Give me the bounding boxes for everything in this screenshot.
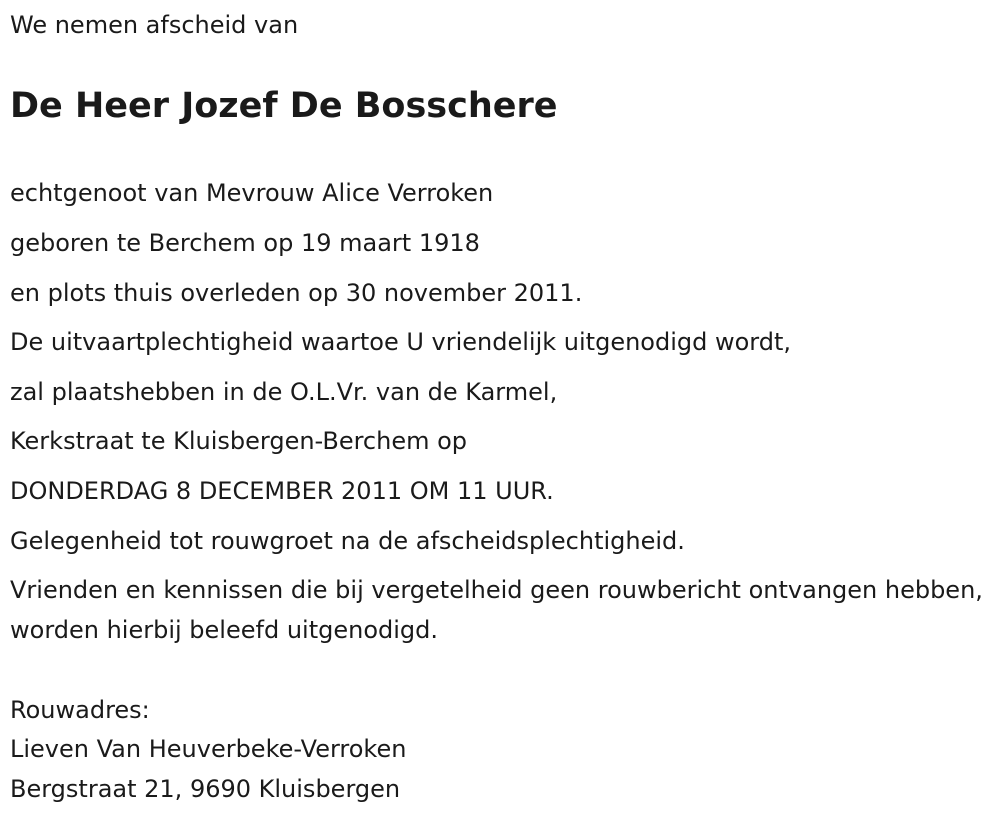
condolence-line: Gelegenheid tot rouwgroet na de afscheidsplechtigheid. [10, 527, 685, 555]
address-name: Lieven Van Heuverbeke-Verroken [10, 735, 407, 763]
birth-line: geboren te Berchem op 19 maart 1918 [10, 229, 480, 257]
address-label: Rouwadres: [10, 696, 150, 724]
ceremony-invitation-line: De uitvaartplechtigheid waartoe U vriendelijk uitgenodigd wordt, [10, 328, 792, 356]
ceremony-street-line: Kerkstraat te Kluisbergen-Berchem op [10, 427, 468, 455]
deceased-name: De Heer Jozef De Bosschere [10, 86, 558, 126]
address-street: Bergstraat 21, 9690 Kluisbergen [10, 775, 401, 803]
invitation-paragraph: Vrienden en kennissen die bij vergetelheid geen rouwbericht ontvangen hebben, worden hierbij beleefd uitgenodigd. [10, 576, 983, 644]
ceremony-date-line: DONDERDAG 8 DECEMBER 2011 OM 11 UUR. [10, 477, 554, 505]
intro-text: We nemen afscheid van [10, 11, 299, 39]
ceremony-location-line: zal plaatshebben in de O.L.Vr. van de Karmel, [10, 378, 558, 406]
spouse-line: echtgenoot van Mevrouw Alice Verroken [10, 179, 494, 207]
death-line: en plots thuis overleden op 30 november 2011. [10, 279, 583, 307]
